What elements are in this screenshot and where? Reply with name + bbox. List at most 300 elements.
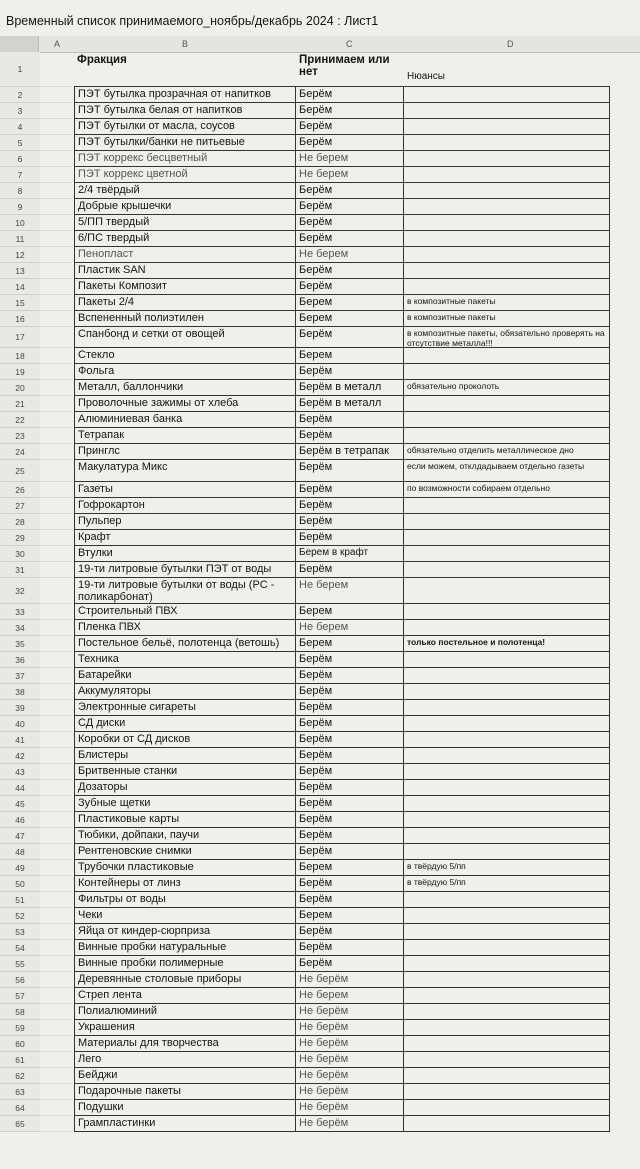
cell-nuance[interactable] <box>404 892 610 908</box>
cell-a[interactable] <box>40 700 72 716</box>
cell-nuance[interactable] <box>404 87 610 103</box>
cell-fraction[interactable]: 2/4 твёрдый <box>74 183 296 199</box>
select-all-corner[interactable] <box>0 36 39 52</box>
cell-a[interactable] <box>40 924 72 940</box>
row-number[interactable]: 1 <box>0 52 40 87</box>
row-number[interactable]: 12 <box>0 247 40 263</box>
cell-fraction[interactable]: Лего <box>74 1052 296 1068</box>
cell-accepted[interactable]: Берём <box>296 764 404 780</box>
cell-a[interactable] <box>40 908 72 924</box>
cell-a[interactable] <box>40 684 72 700</box>
cell-accepted[interactable]: Не берём <box>296 1068 404 1084</box>
row-number[interactable]: 19 <box>0 364 40 380</box>
cell-a[interactable] <box>40 988 72 1004</box>
cell-a[interactable] <box>40 498 72 514</box>
cell-accepted[interactable]: Не берём <box>296 1084 404 1100</box>
cell-accepted[interactable]: Берём <box>296 700 404 716</box>
cell-accepted[interactable]: Берем в крафт <box>296 546 404 562</box>
cell-nuance[interactable] <box>404 748 610 764</box>
row-number[interactable]: 36 <box>0 652 40 668</box>
row-number[interactable]: 63 <box>0 1084 40 1100</box>
cell-a[interactable] <box>40 135 72 151</box>
row-number[interactable]: 29 <box>0 530 40 546</box>
row-number[interactable]: 43 <box>0 764 40 780</box>
row-number[interactable]: 41 <box>0 732 40 748</box>
cell-nuance[interactable] <box>404 684 610 700</box>
cell-fraction[interactable]: ПЭТ бутылки от масла, соусов <box>74 119 296 135</box>
cell-a[interactable] <box>40 636 72 652</box>
cell-nuance[interactable]: обязательно проколоть <box>404 380 610 396</box>
row-number[interactable]: 18 <box>0 348 40 364</box>
cell-nuance[interactable] <box>404 828 610 844</box>
cell-a[interactable] <box>40 562 72 578</box>
cell-fraction[interactable]: Аккумуляторы <box>74 684 296 700</box>
cell-a[interactable] <box>40 380 72 396</box>
cell-fraction[interactable]: Гофрокартон <box>74 498 296 514</box>
row-number[interactable]: 53 <box>0 924 40 940</box>
cell-fraction[interactable]: ПЭТ бутылка прозрачная от напитков <box>74 87 296 103</box>
cell-accepted[interactable]: Не берём <box>296 1020 404 1036</box>
cell-nuance[interactable]: обязательно отделить металлическое дно <box>404 444 610 460</box>
cell-nuance[interactable]: в твёрдую 5/пп <box>404 860 610 876</box>
cell-fraction[interactable]: Подушки <box>74 1100 296 1116</box>
cell-nuance[interactable] <box>404 812 610 828</box>
row-number[interactable]: 46 <box>0 812 40 828</box>
row-number[interactable]: 51 <box>0 892 40 908</box>
cell-a[interactable] <box>40 828 72 844</box>
cell-nuance[interactable] <box>404 780 610 796</box>
cell-nuance[interactable]: только постельное и полотенца! <box>404 636 610 652</box>
cell-a[interactable] <box>40 668 72 684</box>
row-number[interactable]: 38 <box>0 684 40 700</box>
cell-a[interactable] <box>40 396 72 412</box>
cell-accepted[interactable]: Не берем <box>296 167 404 183</box>
cell-nuance[interactable]: по возможности собираем отдельно <box>404 482 610 498</box>
cell-fraction[interactable]: ПЭТ коррекс бесцветный <box>74 151 296 167</box>
cell-nuance[interactable] <box>404 151 610 167</box>
cell-nuance[interactable] <box>404 514 610 530</box>
cell-accepted[interactable]: Берём <box>296 780 404 796</box>
row-number[interactable]: 2 <box>0 87 40 103</box>
row-number[interactable]: 26 <box>0 482 40 498</box>
row-number[interactable]: 23 <box>0 428 40 444</box>
cell-fraction[interactable]: Стреп лента <box>74 988 296 1004</box>
cell-accepted[interactable]: Берём <box>296 748 404 764</box>
row-number[interactable]: 31 <box>0 562 40 578</box>
cell-a[interactable] <box>40 1100 72 1116</box>
cell-nuance[interactable] <box>404 972 610 988</box>
cell-fraction[interactable]: Втулки <box>74 546 296 562</box>
cell-fraction[interactable]: Фильтры от воды <box>74 892 296 908</box>
cell-fraction[interactable]: Подарочные пакеты <box>74 1084 296 1100</box>
cell-nuance[interactable] <box>404 1068 610 1084</box>
cell-nuance[interactable] <box>404 412 610 428</box>
cell-fraction[interactable]: Зубные щетки <box>74 796 296 812</box>
cell-nuance[interactable] <box>404 263 610 279</box>
cell-accepted[interactable]: Берём <box>296 183 404 199</box>
cell-nuance[interactable] <box>404 562 610 578</box>
cell-nuance[interactable] <box>404 364 610 380</box>
row-number[interactable]: 20 <box>0 380 40 396</box>
cell-nuance[interactable] <box>404 764 610 780</box>
cell-fraction[interactable]: Фольга <box>74 364 296 380</box>
cell-a[interactable] <box>40 295 72 311</box>
cell-accepted[interactable]: Не берём <box>296 1116 404 1132</box>
cell-nuance[interactable] <box>404 732 610 748</box>
row-number[interactable]: 55 <box>0 956 40 972</box>
cell-fraction[interactable]: Материалы для творчества <box>74 1036 296 1052</box>
cell-a[interactable] <box>40 1036 72 1052</box>
cell-accepted[interactable]: Берём <box>296 279 404 295</box>
cell-a[interactable] <box>40 103 72 119</box>
cell-accepted[interactable]: Не берем <box>296 988 404 1004</box>
cell-accepted[interactable]: Берём <box>296 940 404 956</box>
cell-nuance[interactable] <box>404 796 610 812</box>
cell-nuance[interactable] <box>404 546 610 562</box>
cell-fraction[interactable]: Полиалюминий <box>74 1004 296 1020</box>
row-number[interactable]: 8 <box>0 183 40 199</box>
cell-fraction[interactable]: Электронные сигареты <box>74 700 296 716</box>
row-number[interactable]: 3 <box>0 103 40 119</box>
cell-accepted[interactable]: Берем <box>296 860 404 876</box>
cell-fraction[interactable]: Контейнеры от линз <box>74 876 296 892</box>
cell-fraction[interactable]: Блистеры <box>74 748 296 764</box>
cell-fraction[interactable]: Пульпер <box>74 514 296 530</box>
cell-accepted[interactable]: Берём <box>296 482 404 498</box>
cell-a[interactable] <box>40 748 72 764</box>
cell-fraction[interactable]: Чеки <box>74 908 296 924</box>
cell-fraction[interactable]: Крафт <box>74 530 296 546</box>
cell-accepted[interactable]: Берём <box>296 732 404 748</box>
cell-fraction[interactable]: Проволочные зажимы от хлеба <box>74 396 296 412</box>
cell-a[interactable] <box>40 956 72 972</box>
cell-fraction[interactable]: Пленка ПВХ <box>74 620 296 636</box>
row-number[interactable]: 11 <box>0 231 40 247</box>
row-number[interactable]: 4 <box>0 119 40 135</box>
cell-fraction[interactable]: Трубочки пластиковые <box>74 860 296 876</box>
cell-a[interactable] <box>40 311 72 327</box>
cell-nuance[interactable] <box>404 940 610 956</box>
cell-fraction[interactable]: Дозаторы <box>74 780 296 796</box>
cell-nuance[interactable] <box>404 498 610 514</box>
cell-a[interactable] <box>40 460 72 482</box>
cell-a[interactable] <box>40 892 72 908</box>
cell-fraction[interactable]: 19-ти литровые бутылки от воды (PC - поликарбонат) <box>74 578 296 604</box>
cell-a[interactable] <box>40 87 72 103</box>
row-number[interactable]: 45 <box>0 796 40 812</box>
row-number[interactable]: 57 <box>0 988 40 1004</box>
cell-accepted[interactable]: Берём <box>296 103 404 119</box>
header-nuances[interactable]: Нюансы <box>404 52 610 87</box>
cell-a[interactable] <box>40 215 72 231</box>
row-number[interactable]: 10 <box>0 215 40 231</box>
row-number[interactable]: 59 <box>0 1020 40 1036</box>
cell-a[interactable] <box>40 1052 72 1068</box>
cell-fraction[interactable]: Газеты <box>74 482 296 498</box>
row-number[interactable]: 13 <box>0 263 40 279</box>
cell-nuance[interactable] <box>404 247 610 263</box>
cell-fraction[interactable]: Грампластинки <box>74 1116 296 1132</box>
cell-nuance[interactable] <box>404 1020 610 1036</box>
cell-accepted[interactable]: Не берём <box>296 972 404 988</box>
row-number[interactable]: 28 <box>0 514 40 530</box>
row-number[interactable]: 58 <box>0 1004 40 1020</box>
cell-a[interactable] <box>40 52 72 87</box>
cell-accepted[interactable]: Не берем <box>296 151 404 167</box>
row-number[interactable]: 56 <box>0 972 40 988</box>
cell-accepted[interactable]: Берем <box>296 348 404 364</box>
cell-fraction[interactable]: Бейджи <box>74 1068 296 1084</box>
cell-fraction[interactable]: Яйца от киндер-сюрприза <box>74 924 296 940</box>
cell-a[interactable] <box>40 578 72 604</box>
cell-nuance[interactable] <box>404 578 610 604</box>
row-number[interactable]: 34 <box>0 620 40 636</box>
cell-accepted[interactable]: Берём <box>296 199 404 215</box>
cell-fraction[interactable]: Украшения <box>74 1020 296 1036</box>
cell-fraction[interactable]: ПЭТ бутылки/банки не питьевые <box>74 135 296 151</box>
cell-fraction[interactable]: Спанбонд и сетки от овощей <box>74 327 296 348</box>
cell-a[interactable] <box>40 844 72 860</box>
cell-accepted[interactable]: Не берём <box>296 1100 404 1116</box>
cell-a[interactable] <box>40 167 72 183</box>
cell-accepted[interactable]: Берем <box>296 295 404 311</box>
cell-a[interactable] <box>40 780 72 796</box>
cell-nuance[interactable] <box>404 1084 610 1100</box>
cell-nuance[interactable] <box>404 1052 610 1068</box>
cell-a[interactable] <box>40 327 72 348</box>
header-accepted[interactable]: Принимаем или нет <box>296 52 404 87</box>
cell-fraction[interactable]: Тетрапак <box>74 428 296 444</box>
cell-nuance[interactable]: в композитные пакеты <box>404 295 610 311</box>
cell-nuance[interactable] <box>404 183 610 199</box>
cell-accepted[interactable]: Берем <box>296 908 404 924</box>
cell-a[interactable] <box>40 796 72 812</box>
cell-fraction[interactable]: Рентгеновские снимки <box>74 844 296 860</box>
row-number[interactable]: 35 <box>0 636 40 652</box>
cell-accepted[interactable]: Берем <box>296 311 404 327</box>
row-number[interactable]: 37 <box>0 668 40 684</box>
cell-accepted[interactable]: Берём <box>296 87 404 103</box>
cell-accepted[interactable]: Берём <box>296 796 404 812</box>
cell-a[interactable] <box>40 151 72 167</box>
cell-nuance[interactable]: в композитные пакеты, обязательно проверять на отсутствие металла!!! <box>404 327 610 348</box>
cell-nuance[interactable] <box>404 1036 610 1052</box>
cell-accepted[interactable]: Не берем <box>296 247 404 263</box>
row-number[interactable]: 48 <box>0 844 40 860</box>
cell-fraction[interactable]: Винные пробки натуральные <box>74 940 296 956</box>
cell-accepted[interactable]: Берём <box>296 215 404 231</box>
cell-a[interactable] <box>40 1084 72 1100</box>
cell-accepted[interactable]: Берём в металл <box>296 380 404 396</box>
cell-a[interactable] <box>40 119 72 135</box>
cell-nuance[interactable] <box>404 231 610 247</box>
column-header-d[interactable]: D <box>507 39 514 49</box>
cell-accepted[interactable]: Берём <box>296 652 404 668</box>
cell-nuance[interactable] <box>404 103 610 119</box>
cell-accepted[interactable]: Берём <box>296 514 404 530</box>
cell-accepted[interactable]: Берём <box>296 844 404 860</box>
cell-accepted[interactable]: Берём в металл <box>296 396 404 412</box>
cell-nuance[interactable] <box>404 716 610 732</box>
cell-accepted[interactable]: Берём <box>296 892 404 908</box>
cell-accepted[interactable]: Берём <box>296 231 404 247</box>
column-header-b[interactable]: B <box>182 39 189 49</box>
row-number[interactable]: 50 <box>0 876 40 892</box>
cell-accepted[interactable]: Берём <box>296 498 404 514</box>
cell-fraction[interactable]: Вспененный полиэтилен <box>74 311 296 327</box>
cell-accepted[interactable]: Берём <box>296 460 404 482</box>
cell-accepted[interactable]: Не берём <box>296 1052 404 1068</box>
cell-nuance[interactable] <box>404 279 610 295</box>
row-number[interactable]: 65 <box>0 1116 40 1132</box>
cell-a[interactable] <box>40 231 72 247</box>
cell-fraction[interactable]: ПЭТ коррекс цветной <box>74 167 296 183</box>
row-number[interactable]: 14 <box>0 279 40 295</box>
row-number[interactable]: 40 <box>0 716 40 732</box>
cell-accepted[interactable]: Берём в тетрапак <box>296 444 404 460</box>
cell-a[interactable] <box>40 1116 72 1132</box>
cell-a[interactable] <box>40 514 72 530</box>
cell-a[interactable] <box>40 972 72 988</box>
row-number[interactable]: 25 <box>0 460 40 482</box>
header-fraction[interactable]: Фракция <box>74 52 296 87</box>
cell-nuance[interactable] <box>404 119 610 135</box>
cell-fraction[interactable]: Винные пробки полимерные <box>74 956 296 972</box>
cell-a[interactable] <box>40 652 72 668</box>
cell-a[interactable] <box>40 876 72 892</box>
cell-accepted[interactable]: Берём <box>296 263 404 279</box>
cell-accepted[interactable]: Берём <box>296 428 404 444</box>
cell-fraction[interactable]: Пакеты 2/4 <box>74 295 296 311</box>
row-number[interactable]: 16 <box>0 311 40 327</box>
cell-accepted[interactable]: Не берём <box>296 1004 404 1020</box>
cell-nuance[interactable] <box>404 620 610 636</box>
row-number[interactable]: 27 <box>0 498 40 514</box>
cell-a[interactable] <box>40 482 72 498</box>
row-number[interactable]: 5 <box>0 135 40 151</box>
cell-accepted[interactable]: Берём <box>296 924 404 940</box>
cell-accepted[interactable]: Берём <box>296 812 404 828</box>
row-number[interactable]: 47 <box>0 828 40 844</box>
cell-nuance[interactable] <box>404 428 610 444</box>
cell-a[interactable] <box>40 263 72 279</box>
cell-fraction[interactable]: Алюминиевая банка <box>74 412 296 428</box>
cell-fraction[interactable]: Принглс <box>74 444 296 460</box>
row-number[interactable]: 62 <box>0 1068 40 1084</box>
cell-a[interactable] <box>40 732 72 748</box>
cell-a[interactable] <box>40 348 72 364</box>
row-number[interactable]: 54 <box>0 940 40 956</box>
row-number[interactable]: 15 <box>0 295 40 311</box>
cell-a[interactable] <box>40 412 72 428</box>
cell-nuance[interactable] <box>404 668 610 684</box>
cell-nuance[interactable]: в композитные пакеты <box>404 311 610 327</box>
cell-a[interactable] <box>40 546 72 562</box>
cell-fraction[interactable]: 6/ПС твердый <box>74 231 296 247</box>
row-number[interactable]: 21 <box>0 396 40 412</box>
row-number[interactable]: 17 <box>0 327 40 348</box>
cell-accepted[interactable]: Берём <box>296 668 404 684</box>
cell-a[interactable] <box>40 428 72 444</box>
cell-a[interactable] <box>40 1020 72 1036</box>
row-number[interactable]: 42 <box>0 748 40 764</box>
cell-nuance[interactable] <box>404 604 610 620</box>
cell-nuance[interactable] <box>404 1100 610 1116</box>
cell-accepted[interactable]: Берём <box>296 956 404 972</box>
cell-nuance[interactable] <box>404 988 610 1004</box>
cell-fraction[interactable]: ПЭТ бутылка белая от напитков <box>74 103 296 119</box>
cell-a[interactable] <box>40 1068 72 1084</box>
row-number[interactable]: 49 <box>0 860 40 876</box>
row-number[interactable]: 7 <box>0 167 40 183</box>
cell-nuance[interactable] <box>404 1004 610 1020</box>
cell-fraction[interactable]: Постельное бельё, полотенца (ветошь) <box>74 636 296 652</box>
cell-a[interactable] <box>40 716 72 732</box>
cell-nuance[interactable] <box>404 348 610 364</box>
cell-nuance[interactable] <box>404 700 610 716</box>
cell-accepted[interactable]: Берём <box>296 119 404 135</box>
cell-fraction[interactable]: СД диски <box>74 716 296 732</box>
cell-fraction[interactable]: Пластиковые карты <box>74 812 296 828</box>
cell-a[interactable] <box>40 247 72 263</box>
cell-accepted[interactable]: Берём <box>296 684 404 700</box>
cell-nuance[interactable] <box>404 396 610 412</box>
row-number[interactable]: 22 <box>0 412 40 428</box>
row-number[interactable]: 6 <box>0 151 40 167</box>
cell-a[interactable] <box>40 860 72 876</box>
cell-nuance[interactable] <box>404 652 610 668</box>
row-number[interactable]: 30 <box>0 546 40 562</box>
row-number[interactable]: 32 <box>0 578 40 604</box>
cell-fraction[interactable]: Батарейки <box>74 668 296 684</box>
cell-fraction[interactable]: Бритвенные станки <box>74 764 296 780</box>
cell-nuance[interactable] <box>404 530 610 546</box>
cell-accepted[interactable]: Берём <box>296 327 404 348</box>
cell-a[interactable] <box>40 183 72 199</box>
cell-a[interactable] <box>40 764 72 780</box>
row-number[interactable]: 24 <box>0 444 40 460</box>
cell-fraction[interactable]: 19-ти литровые бутылки ПЭТ от воды <box>74 562 296 578</box>
cell-accepted[interactable]: Берём <box>296 876 404 892</box>
cell-nuance[interactable] <box>404 199 610 215</box>
cell-accepted[interactable]: Не берем <box>296 578 404 604</box>
cell-accepted[interactable]: Берём <box>296 828 404 844</box>
cell-a[interactable] <box>40 279 72 295</box>
cell-fraction[interactable]: Пенопласт <box>74 247 296 263</box>
cell-fraction[interactable]: Строительный ПВХ <box>74 604 296 620</box>
cell-nuance[interactable]: в твёрдую 5/пп <box>404 876 610 892</box>
cell-accepted[interactable]: Берём <box>296 135 404 151</box>
cell-nuance[interactable] <box>404 956 610 972</box>
row-number[interactable]: 39 <box>0 700 40 716</box>
cell-fraction[interactable]: Металл, баллончики <box>74 380 296 396</box>
row-number[interactable]: 9 <box>0 199 40 215</box>
row-number[interactable]: 44 <box>0 780 40 796</box>
cell-fraction[interactable]: Пакеты Композит <box>74 279 296 295</box>
cell-a[interactable] <box>40 604 72 620</box>
cell-accepted[interactable]: Не берём <box>296 1036 404 1052</box>
cell-nuance[interactable] <box>404 924 610 940</box>
cell-a[interactable] <box>40 812 72 828</box>
cell-nuance[interactable]: если можем, отклдадываем отдельно газеты <box>404 460 610 482</box>
column-header-c[interactable]: C <box>346 39 353 49</box>
cell-fraction[interactable]: 5/ПП твердый <box>74 215 296 231</box>
row-number[interactable]: 52 <box>0 908 40 924</box>
cell-fraction[interactable]: Техника <box>74 652 296 668</box>
cell-accepted[interactable]: Берем <box>296 636 404 652</box>
cell-fraction[interactable]: Стекло <box>74 348 296 364</box>
cell-nuance[interactable] <box>404 135 610 151</box>
